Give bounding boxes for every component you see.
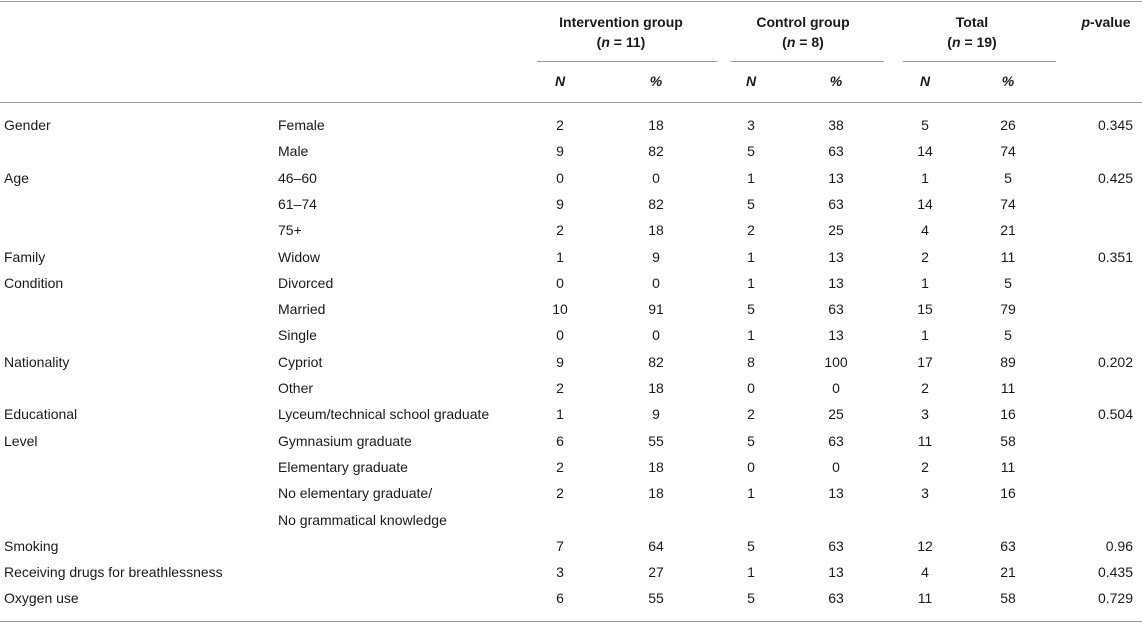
- cell-n-control: 2: [747, 222, 755, 238]
- row-subcategory: Widow: [278, 249, 321, 265]
- cell-pct-intervention: 18: [648, 485, 664, 501]
- cell-pct-intervention: 64: [648, 538, 664, 554]
- cell-pct-control: 13: [828, 249, 844, 265]
- group-rule-intervention: [537, 61, 717, 62]
- cell-pct-total: 11: [1000, 380, 1016, 396]
- cell-pct-control: 100: [824, 354, 848, 370]
- cell-n-control: 3: [747, 117, 755, 133]
- group-rule-total: [903, 61, 1056, 62]
- row-subcategory: 61–74: [278, 196, 317, 212]
- row-subcategory: 46–60: [278, 170, 317, 186]
- cell-pct-intervention: 55: [648, 590, 664, 606]
- cell-pct-intervention: 18: [648, 459, 664, 475]
- row-category: Family: [4, 249, 46, 265]
- cell-n-control: 0: [747, 380, 755, 396]
- cell-n-control: 1: [747, 170, 755, 186]
- cell-pvalue: 0.435: [1097, 564, 1133, 580]
- cell-n-total: 12: [917, 538, 933, 554]
- cell-n-control: 1: [747, 275, 755, 291]
- cell-n-control: 5: [747, 538, 755, 554]
- cell-n-control: 1: [747, 249, 755, 265]
- cell-n-total: 2: [921, 380, 929, 396]
- cell-n-total: 3: [921, 485, 929, 501]
- cell-pct-total: 11: [1000, 459, 1016, 475]
- cell-n-total: 1: [921, 170, 929, 186]
- cell-pct-total: 5: [1004, 275, 1012, 291]
- cell-n-total: 3: [921, 406, 929, 422]
- cell-pct-control: 63: [828, 196, 844, 212]
- cell-pct-intervention: 82: [648, 196, 664, 212]
- cell-pct-total: 26: [1000, 117, 1016, 133]
- cell-n-total: 2: [921, 459, 929, 475]
- cell-pct-control: 13: [828, 327, 844, 343]
- cell-pvalue: 0.96: [1105, 538, 1133, 554]
- cell-pct-control: 63: [828, 538, 844, 554]
- row-category: Level: [4, 433, 38, 449]
- cell-n-total: 4: [921, 222, 929, 238]
- subheader-pct-total: %: [1001, 73, 1015, 89]
- cell-n-intervention: 0: [556, 170, 564, 186]
- row-category: Condition: [4, 275, 64, 291]
- row-subcategory: Lyceum/technical school graduate: [278, 406, 490, 422]
- cell-n-control: 1: [747, 327, 755, 343]
- cell-n-intervention: 2: [556, 485, 564, 501]
- cell-pct-control: 0: [832, 380, 840, 396]
- cell-pvalue: 0.729: [1097, 590, 1133, 606]
- row-category: Gender: [4, 117, 51, 133]
- row-subcategory: Male: [278, 143, 309, 159]
- cell-pct-control: 63: [828, 301, 844, 317]
- cell-pct-total: 58: [1000, 433, 1016, 449]
- subheader-n-total: N: [919, 73, 931, 89]
- cell-pct-total: 74: [1000, 196, 1016, 212]
- row-subcategory: Gymnasium graduate: [278, 433, 412, 449]
- cell-pvalue: 0.345: [1097, 117, 1133, 133]
- cell-n-intervention: 6: [556, 433, 564, 449]
- header-total: [947, 12, 996, 52]
- cell-n-control: 5: [747, 196, 755, 212]
- cell-pct-control: 13: [828, 275, 844, 291]
- header-pvalue: p-value: [1081, 14, 1131, 30]
- row-subcategory: Single: [278, 327, 317, 343]
- cell-pct-control: 25: [828, 222, 844, 238]
- header-intervention-n: (n = 11): [596, 34, 646, 50]
- cell-n-total: 15: [917, 301, 933, 317]
- bottom-rule: [0, 621, 1142, 622]
- cell-pct-intervention: 18: [648, 222, 664, 238]
- cell-pvalue: 0.425: [1097, 170, 1133, 186]
- cell-n-intervention: 10: [552, 301, 568, 317]
- row-subcategory: 75+: [278, 222, 302, 238]
- cell-n-total: 4: [921, 564, 929, 580]
- cell-pct-control: 63: [828, 590, 844, 606]
- cell-n-control: 5: [747, 143, 755, 159]
- cell-pct-intervention: 9: [652, 406, 660, 422]
- cell-pvalue: 0.202: [1097, 354, 1133, 370]
- cell-pct-control: 0: [832, 459, 840, 475]
- header-total-n: (n = 19): [947, 34, 997, 50]
- header-rule: [0, 102, 1142, 103]
- cell-pct-total: 79: [1000, 301, 1016, 317]
- cell-n-intervention: 9: [556, 354, 564, 370]
- cell-pct-control: 13: [828, 564, 844, 580]
- header-intervention-label: Intervention group: [559, 14, 683, 30]
- cell-n-control: 2: [747, 406, 755, 422]
- cell-n-total: 1: [921, 327, 929, 343]
- cell-pct-total: 89: [1000, 354, 1016, 370]
- cell-n-intervention: 2: [556, 380, 564, 396]
- cell-pct-control: 63: [828, 433, 844, 449]
- cell-pct-control: 25: [828, 406, 844, 422]
- cell-pct-intervention: 18: [648, 380, 664, 396]
- cell-pct-total: 5: [1004, 327, 1012, 343]
- row-subcategory: Married: [278, 301, 326, 317]
- cell-n-intervention: 9: [556, 143, 564, 159]
- cell-n-total: 14: [917, 143, 933, 159]
- row-category: Age: [4, 170, 29, 186]
- cell-pct-intervention: 0: [652, 275, 660, 291]
- cell-n-total: 14: [917, 196, 933, 212]
- cell-pct-total: 63: [1000, 538, 1016, 554]
- cell-n-intervention: 9: [556, 196, 564, 212]
- cell-pct-intervention: 9: [652, 249, 660, 265]
- cell-n-intervention: 2: [556, 459, 564, 475]
- row-category: Oxygen use: [4, 590, 79, 606]
- cell-n-intervention: 7: [556, 538, 564, 554]
- cell-n-intervention: 0: [556, 327, 564, 343]
- header-intervention: [559, 12, 683, 52]
- cell-pvalue: 0.351: [1097, 249, 1133, 265]
- header-total-label: Total: [955, 14, 989, 30]
- cell-n-intervention: 1: [556, 249, 564, 265]
- cell-n-total: 1: [921, 275, 929, 291]
- row-subcategory: No grammatical knowledge: [278, 512, 447, 528]
- top-rule: [0, 1, 1142, 2]
- row-category: Smoking: [4, 538, 59, 554]
- cell-n-intervention: 3: [556, 564, 564, 580]
- group-rule-control: [731, 61, 884, 62]
- row-category: Receiving drugs for breathlessness: [4, 564, 223, 580]
- row-subcategory: No elementary graduate/: [278, 485, 433, 501]
- cell-pct-intervention: 0: [652, 170, 660, 186]
- row-category: Nationality: [4, 354, 70, 370]
- subheader-n-intervention: N: [554, 73, 566, 89]
- cell-n-intervention: 6: [556, 590, 564, 606]
- cell-pct-intervention: 82: [648, 354, 664, 370]
- row-category: Educational: [4, 406, 78, 422]
- row-subcategory: Divorced: [278, 275, 334, 291]
- subheader-pct-control: %: [829, 73, 843, 89]
- cell-n-control: 5: [747, 301, 755, 317]
- header-control-n: (n = 8): [782, 34, 824, 50]
- cell-pct-control: 13: [828, 170, 844, 186]
- cell-n-control: 5: [747, 590, 755, 606]
- cell-n-control: 8: [747, 354, 755, 370]
- cell-pct-control: 38: [828, 117, 844, 133]
- cell-pct-intervention: 0: [652, 327, 660, 343]
- cell-pvalue: 0.504: [1097, 406, 1133, 422]
- row-subcategory: Elementary graduate: [278, 459, 408, 475]
- row-subcategory: Female: [278, 117, 325, 133]
- cell-n-control: 0: [747, 459, 755, 475]
- cell-n-control: 1: [747, 564, 755, 580]
- cell-pct-total: 58: [1000, 590, 1016, 606]
- cell-pct-total: 16: [1000, 485, 1016, 501]
- subheader-pct-intervention: %: [649, 73, 663, 89]
- cell-pct-intervention: 82: [648, 143, 664, 159]
- cell-n-total: 5: [921, 117, 929, 133]
- header-control-label: Control group: [756, 14, 850, 30]
- row-subcategory: Cypriot: [278, 354, 323, 370]
- cell-n-intervention: 2: [556, 117, 564, 133]
- cell-n-total: 17: [917, 354, 933, 370]
- subheader-n-control: N: [745, 73, 757, 89]
- cell-n-intervention: 1: [556, 406, 564, 422]
- cell-n-intervention: 2: [556, 222, 564, 238]
- cell-pct-total: 21: [1000, 564, 1016, 580]
- header-control: [756, 12, 849, 52]
- cell-n-intervention: 0: [556, 275, 564, 291]
- cell-n-control: 5: [747, 433, 755, 449]
- cell-pct-total: 5: [1004, 170, 1012, 186]
- cell-pct-intervention: 91: [648, 301, 664, 317]
- cell-n-control: 1: [747, 485, 755, 501]
- cell-pct-intervention: 55: [648, 433, 664, 449]
- cell-pct-intervention: 27: [648, 564, 664, 580]
- cell-pct-total: 21: [1000, 222, 1016, 238]
- cell-n-total: 2: [921, 249, 929, 265]
- row-subcategory: Other: [278, 380, 314, 396]
- cell-pct-control: 13: [828, 485, 844, 501]
- cell-n-total: 11: [917, 590, 933, 606]
- cell-pct-total: 16: [1000, 406, 1016, 422]
- cell-pct-control: 63: [828, 143, 844, 159]
- cell-pct-total: 11: [1000, 249, 1016, 265]
- cell-pct-intervention: 18: [648, 117, 664, 133]
- cell-n-total: 11: [917, 433, 933, 449]
- cell-pct-total: 74: [1000, 143, 1016, 159]
